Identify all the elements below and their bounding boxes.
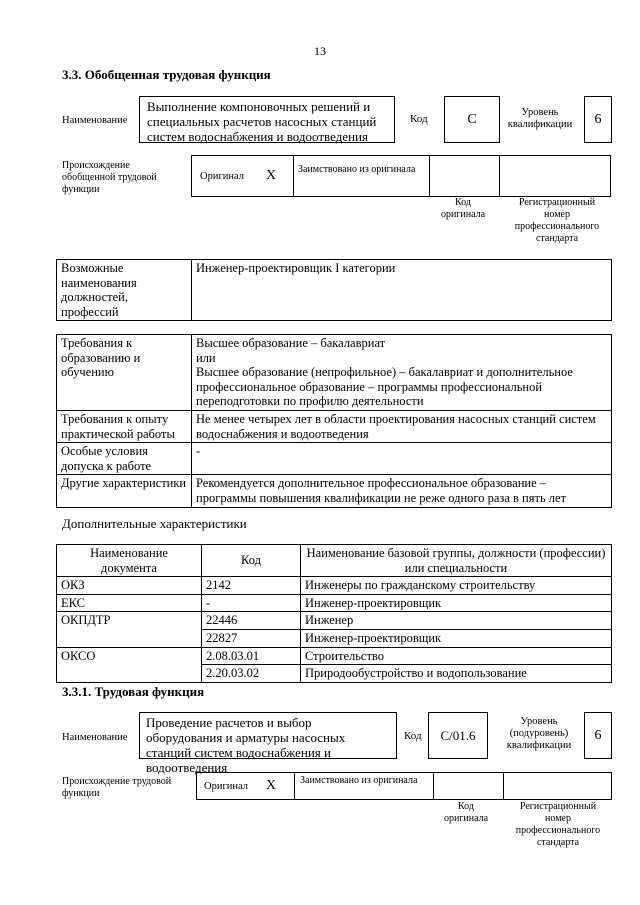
origin-box [191,155,611,197]
additional-title: Дополнительные характеристики [62,516,247,531]
cell-doc: ОКПДТР [57,612,202,647]
name-label: Наименование [62,732,128,743]
requirement-label: Требования к образованию и обучению [57,335,192,411]
requirement-value: Не менее четырех лет в области проектирования насосных станций систем водоснабжения и водоотведения [192,410,612,442]
orig-code-caption: Код оригинала [443,801,489,824]
cell-code: 2142 [202,577,301,595]
positions-label: Возможные наименования должностей, профессий [57,260,192,321]
name-value: Проведение расчетов и выбор оборудования и арматуры насосных станций систем водоснабжения и водоотведения [139,712,397,759]
header-name: Наименование базовой группы, должности (профессии) или специальности [301,545,612,577]
divider [433,773,434,799]
table-row [57,612,612,630]
subsection-title: 3.3.1. Трудовая функция [62,684,205,699]
header-document: Наименование документа [57,545,202,577]
original-mark: X [266,168,277,183]
reg-number-caption: Регистрационный номер профессионального стандарта [515,801,601,848]
divider [503,773,504,799]
table-header-row [57,545,612,577]
requirement-value: Рекомендуется дополнительное профессиональное образование – программы повышения квалификации не реже одного раза в пять лет [192,475,612,507]
requirement-value [192,335,612,411]
cell-name: Строительство [301,647,612,665]
cell-code: 2.20.03.02 [202,665,301,683]
original-mark: X [266,778,277,793]
level-label: Уровень квалификации [507,107,573,130]
divider [499,156,500,196]
level-value: 6 [584,96,612,143]
code-label: Код [404,730,422,742]
cell-name: Природообустройство и водопользование [301,665,612,683]
code-value: C [444,96,500,143]
header-code: Код [202,545,301,577]
cell-code: 2.08.03.01 [202,647,301,665]
cell-doc: ЕКС [57,594,202,612]
cell-code: 22827 [202,629,301,647]
cell-code: 22446 [202,612,301,630]
original-label: Оригинал [200,171,244,182]
cell-name: Инженер [301,612,612,630]
name-value: Выполнение компоновочных решений и специальных расчетов насосных станций систем водоснабжения и водоотведения [139,96,395,143]
requirement-line: Высшее образование (непрофильное) – бакалавриат и дополнительное профессиональное образование – программы профессиональной переподготовки по профилю деятельности [196,365,573,409]
requirement-row [57,335,612,411]
cell-name: Инженер-проектировщик [301,629,612,647]
table-row [57,594,612,612]
cell-code: - [202,594,301,612]
orig-code-caption: Код оригинала [440,197,486,220]
code-label: Код [410,113,428,125]
divider [429,156,430,196]
cell-name: Инженер-проектировщик [301,594,612,612]
requirement-row [57,410,612,442]
requirement-label: Другие характеристики [57,475,192,507]
reg-number-caption: Регистрационный номер профессионального стандарта [514,197,600,244]
divider [293,156,294,196]
requirement-row [57,475,612,507]
requirement-line: или [196,350,216,365]
requirement-value: - [192,443,612,475]
origin-label: Происхождение обобщенной трудовой функции [62,160,157,195]
cell-doc: ОКСО [57,647,202,682]
name-label: Наименование [62,115,128,126]
original-label: Оригинал [204,781,248,792]
code-value: C/01.6 [428,712,488,759]
cell-name: Инженеры по гражданскому строительству [301,577,612,595]
level-label: Уровень (подуровень) квалификации [506,716,572,751]
requirement-label: Особые условия допуска к работе [57,443,192,475]
requirement-label: Требования к опыту практической работы [57,410,192,442]
table-row [57,577,612,595]
requirement-row [57,443,612,475]
page-number: 13 [314,44,326,58]
level-value: 6 [584,712,612,759]
positions-table [56,259,612,321]
requirements-table [56,334,612,508]
origin-label: Происхождение трудовой функции [62,776,172,799]
additional-table [56,544,612,683]
borrowed-label: Заимствовано из оригинала [298,164,416,175]
divider [294,773,295,799]
section-title: 3.3. Обобщенная трудовая функция [62,67,271,82]
requirement-line: Высшее образование – бакалавриат [196,336,386,350]
cell-doc: ОКЗ [57,577,202,595]
borrowed-label: Заимствовано из оригинала [300,775,418,786]
positions-value: Инженер-проектировщик I категории [192,260,612,321]
table-row [57,647,612,665]
